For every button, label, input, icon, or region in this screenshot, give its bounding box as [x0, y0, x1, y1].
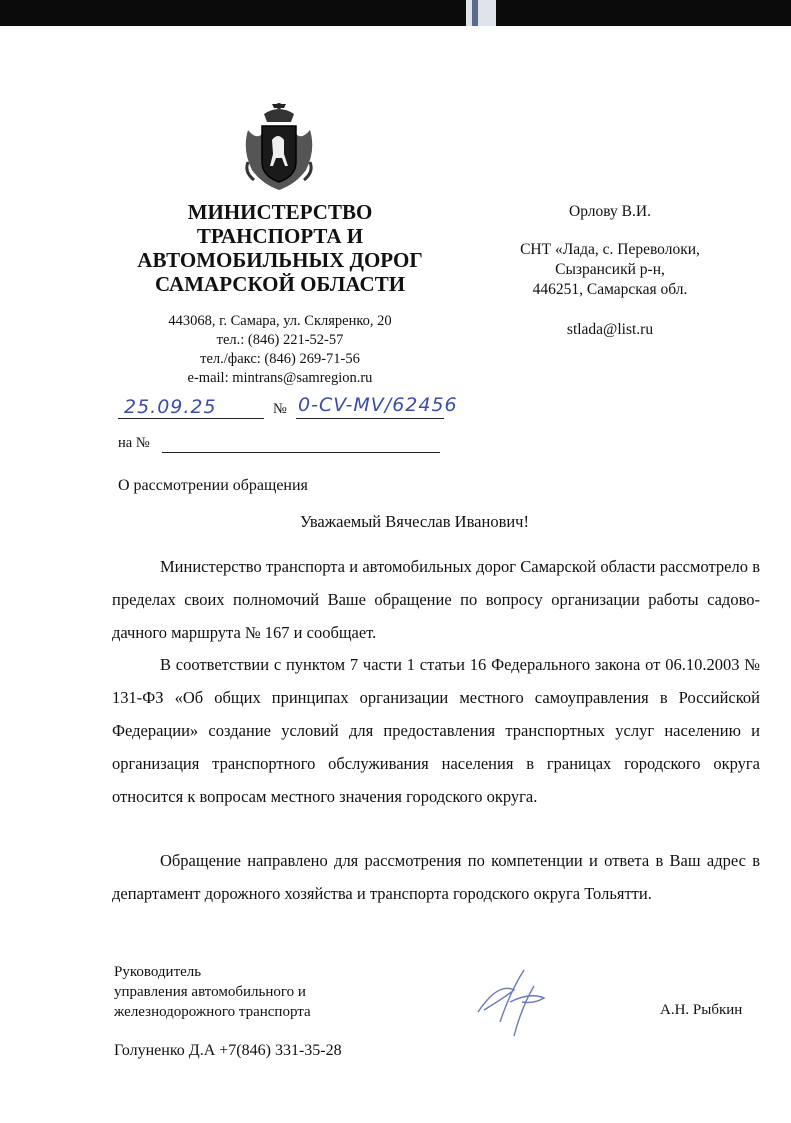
body-paragraph: Министерство транспорта и автомобильных дорог Самарской области рассмотрело в пределах своих полномочий Ваше обращение по вопросу организации работы садово-дачного маршрута № 167 и сообщает. — [112, 557, 760, 642]
signatory-title-line: управления автомобильного и — [114, 984, 306, 1000]
reply-to-label: на № — [118, 435, 150, 451]
recipient-name: Орлову В.И. — [569, 203, 651, 220]
executor-contact: Голуненко Д.А +7(846) 331-35-28 — [114, 1042, 342, 1059]
registration-number: 0-CV-MV/62456 — [298, 394, 458, 416]
registration-date: 25.09.25 — [124, 396, 217, 418]
recipient-address-line: 446251, Самарская обл. — [532, 281, 688, 298]
address-fax: тел./факс: (846) 269-71-56 — [200, 351, 360, 367]
ministry-name-line: ТРАНСПОРТА И — [196, 224, 364, 248]
recipient-address-line: Сызрансикй р-н, — [555, 261, 665, 278]
ministry-name-line: АВТОМОБИЛЬНЫХ ДОРОГ — [137, 248, 423, 272]
recipient-address-line: СНТ «Лада, с. Переволоки, — [520, 241, 700, 258]
body-paragraph: Обращение направлено для рассмотрения по компетенции и ответа в Ваш адрес в департамент дорожного хозяйства и транспорта городского округа Тольятти. — [112, 851, 760, 903]
letter-greeting: Уважаемый Вячеслав Иванович! — [300, 512, 529, 531]
address-email: e-mail: mintrans@samregion.ru — [187, 370, 373, 386]
recipient-block — [480, 202, 740, 340]
registration-number-label: № — [273, 401, 287, 417]
body-paragraph: В соответствии с пунктом 7 части 1 статьи 16 Федерального закона от 06.10.2003 № 131-ФЗ «Об общих принципах организации местного самоуправления в Российской Федерации» создание условий для предоставления транспортных услуг населению и организация транспортного обслуживания населения в границах городского округа относится к вопросам местного значения городского округа. — [112, 655, 760, 806]
handwritten-signature-icon — [470, 962, 560, 1042]
scan-top-border — [0, 0, 791, 26]
letter-subject: О рассмотрении обращения — [118, 477, 308, 494]
ministry-name-line: МИНИСТЕРСТВО — [187, 200, 373, 224]
signatory-title-line: Руководитель — [114, 964, 202, 980]
signatory-name: А.Н. Рыбкин — [660, 1002, 743, 1018]
samara-coat-of-arms-icon — [242, 100, 316, 192]
ministry-name — [120, 200, 440, 296]
ministry-name-line: САМАРСКОЙ ОБЛАСТИ — [154, 272, 406, 296]
address-phone: тел.: (846) 221-52-57 — [216, 332, 344, 348]
address-street: 443068, г. Самара, ул. Скляренко, 20 — [168, 313, 392, 329]
signatory-title — [114, 962, 311, 1022]
ministry-address — [150, 312, 410, 388]
signatory-title-line: железнодорожного транспорта — [114, 1004, 311, 1020]
recipient-email: stlada@list.ru — [566, 321, 654, 338]
